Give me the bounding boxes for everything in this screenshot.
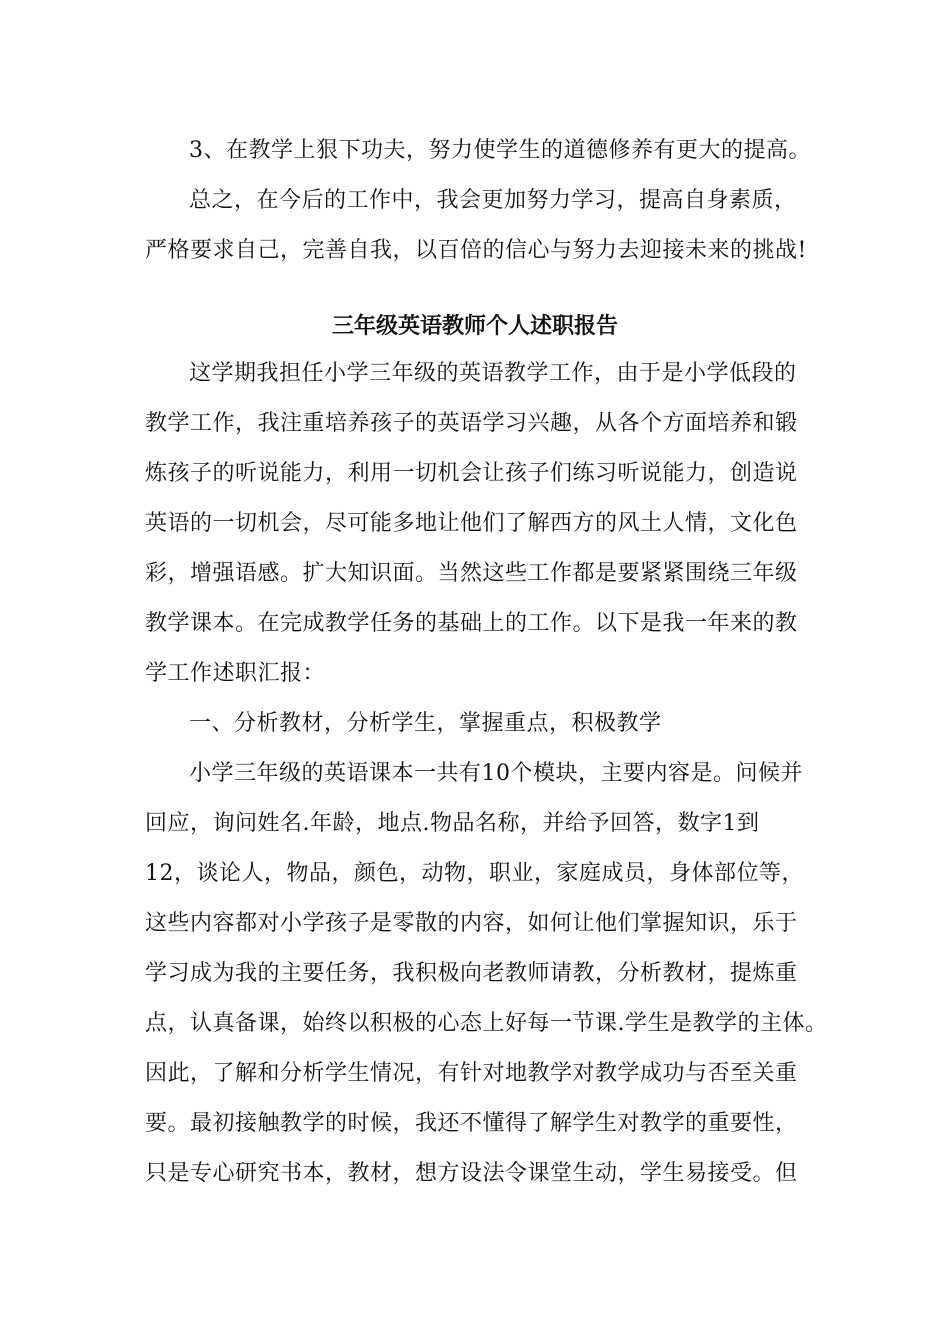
paragraph-line: 总之，在今后的工作中，我会更加努力学习，提高自身素质， bbox=[189, 188, 797, 213]
paragraph-line: 教学课本。在完成教学任务的基础上的工作。以下是我一年来的教 bbox=[145, 611, 798, 636]
paragraph-line: 回应，询问姓名.年龄，地点.物品名称，并给予回答，数字1到 bbox=[145, 811, 760, 836]
paragraph-line: 要。最初接触教学的时候，我还不懂得了解学生对教学的重要性， bbox=[145, 1111, 798, 1136]
paragraph-line: 这学期我担任小学三年级的英语教学工作，由于是小学低段的 bbox=[189, 361, 797, 386]
paragraph-line: 英语的一切机会，尽可能多地让他们了解西方的风土人情，文化色 bbox=[145, 511, 798, 536]
paragraph-line: 炼孩子的听说能力，利用一切机会让孩子们练习听说能力，创造说 bbox=[145, 461, 798, 486]
paragraph-line: 学工作述职汇报： bbox=[145, 661, 326, 686]
paragraph-line: 12，谈论人，物品，颜色，动物，职业，家庭成员，身体部位等， bbox=[145, 861, 804, 886]
paragraph-line: 因此，了解和分析学生情况，有针对地教学对教学成功与否至关重 bbox=[145, 1061, 798, 1086]
paragraph-line: 教学工作，我注重培养孩子的英语学习兴趣，从各个方面培养和锻 bbox=[145, 411, 798, 436]
paragraph-line: 学习成为我的主要任务，我积极向老教师请教，分析教材，提炼重 bbox=[145, 961, 798, 986]
paragraph-line: 点，认真备课，始终以积极的心态上好每一节课.学生是教学的主体。 bbox=[145, 1011, 828, 1036]
paragraph-line: 3、在教学上狠下功夫，努力使学生的道德修养有更大的提高。 bbox=[189, 138, 811, 163]
paragraph-line: 只是专心研究书本，教材，想方设法令课堂生动，学生易接受。但 bbox=[145, 1161, 798, 1186]
paragraph-line: 彩，增强语感。扩大知识面。当然这些工作都是要紧紧围绕三年级 bbox=[145, 561, 798, 586]
section-heading: 一、分析教材，分析学生，掌握重点，积极教学 bbox=[189, 711, 662, 736]
paragraph-line: 严格要求自己，完善自我，以百倍的信心与努力去迎接未来的挑战! bbox=[145, 238, 807, 263]
paragraph-line: 小学三年级的英语课本一共有10个模块，主要内容是。问候并 bbox=[189, 761, 803, 786]
paragraph-line: 这些内容都对小学孩子是零散的内容，如何让他们掌握知识，乐于 bbox=[145, 911, 798, 936]
section-title: 三年级英语教师个人述职报告 bbox=[331, 313, 618, 339]
